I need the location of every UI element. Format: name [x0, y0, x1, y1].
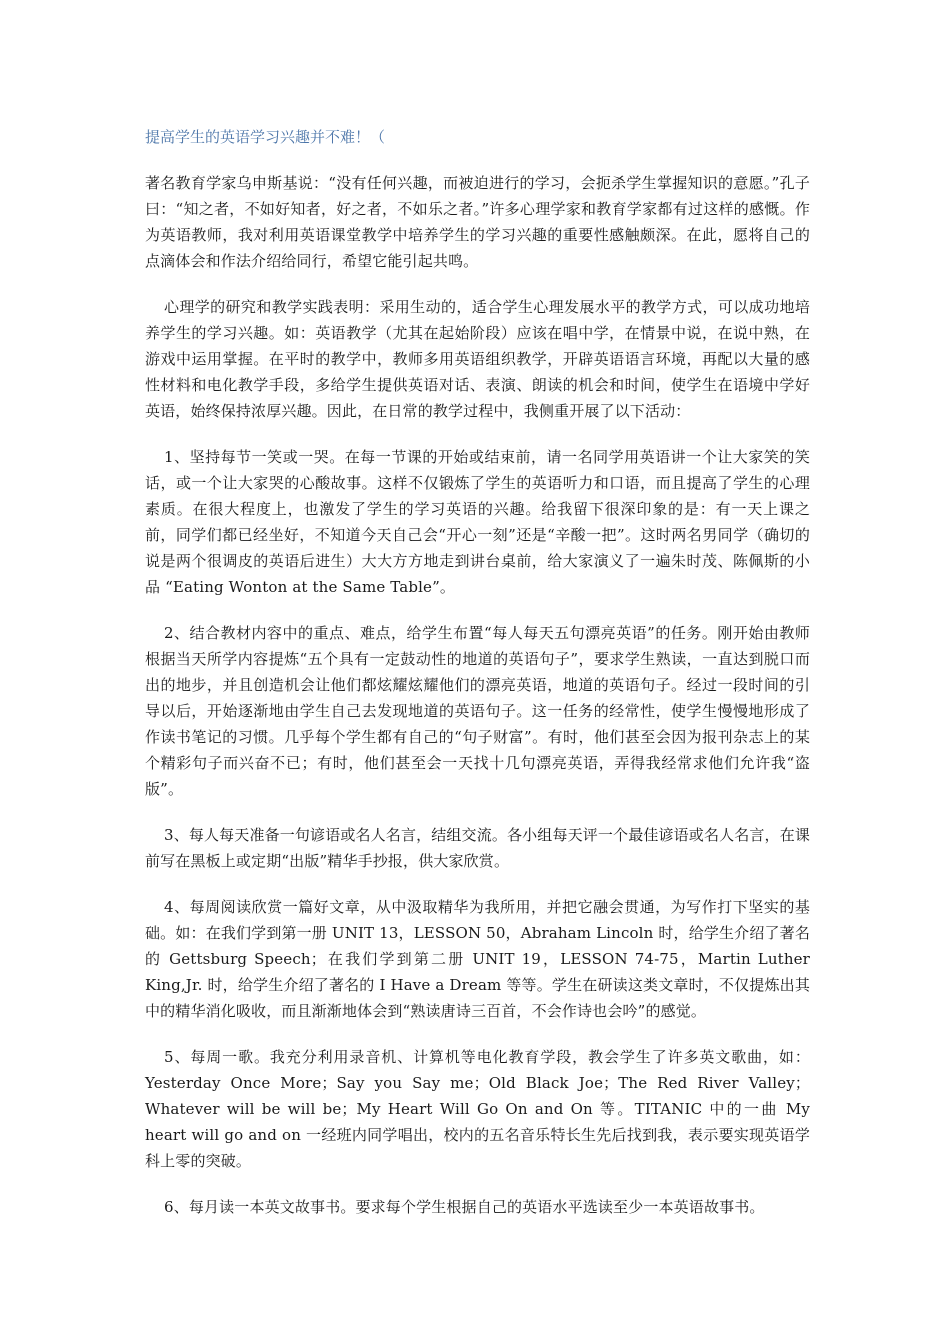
document-page [145, 124, 810, 1240]
paragraph-activity-6: 6、每月读一本英文故事书。要求每个学生根据自己的英语水平选读至少一本英语故事书。 [164, 1198, 765, 1216]
paragraph-activity-1: 1、坚持每节一笑或一哭。在每一节课的开始或结束前，请一名同学用英语讲一个让大家笑的笑话，或一个让大家哭的心酸故事。这样不仅锻炼了学生的英语听力和口语，而且提高了学生的心理素质。在很大程度上，也激发了学生的学习英语的兴趣。给我留下很深印象的是：有一天上课之前，同学们都已经坐好，不知道今天自己会“开心一刻”还是“辛酸一把”。这时两名男同学（确切的说是两个很调皮的英语后进生）大大方方地走到讲台桌前，给大家演义了一遍朱时茂、陈佩斯的小品 “Eating Wonton at the Same Table”。 [145, 448, 810, 596]
paragraph-psychology: 心理学的研究和教学实践表明：采用生动的，适合学生心理发展水平的教学方式，可以成功地培养学生的学习兴趣。如：英语教学（尤其在起始阶段）应该在唱中学，在情景中说，在说中熟，在游戏中运用掌握。在平时的教学中，教师多用英语组织教学，开辟英语语言环境，再配以大量的感性材料和电化教学手段，多给学生提供英语对话、表演、朗读的机会和时间，使学生在语境中学好英语，始终保持浓厚兴趣。因此，在日常的教学过程中，我侧重开展了以下活动： [145, 298, 810, 420]
paragraph-activity-2: 2、结合教材内容中的重点、难点，给学生布置“每人每天五句漂亮英语”的任务。刚开始由教师根据当天所学内容提炼“五个具有一定鼓动性的地道的英语句子”，要求学生熟读，一直达到脱口而出的地步，并且创造机会让他们都炫耀炫耀他们的漂亮英语，地道的英语句子。经过一段时间的引导以后，开始逐渐地由学生自己去发现地道的英语句子。这一任务的经常性，使学生慢慢地形成了作读书笔记的习惯。几乎每个学生都有自己的“句子财富”。有时，他们甚至会因为报刊杂志上的某个精彩句子而兴奋不已；有时，他们甚至会一天找十几句漂亮英语，弄得我经常求他们允许我“盗版”。 [145, 624, 810, 798]
paragraph-activity-4: 4、每周阅读欣赏一篇好文章，从中汲取精华为我所用，并把它融会贯通，为写作打下坚实的基础。如：在我们学到第一册 UNIT 13，LESSON 50，Abraham Lincoln 时，给学生介绍了著名的 Gettsburg Speech；在我们学到第二册 UNIT 19，LESSON 74-75，Martin Luther King,Jr. 时，给学生介绍了著名的 I Have a Dream 等等。学生在研读这类文章时，不仅提炼出其中的精华消化吸收，而且渐渐地体会到“熟读唐诗三百首，不会作诗也会吟”的感觉。 [145, 898, 810, 1020]
paragraph-activity-5: 5、每周一歌。我充分利用录音机、计算机等电化教育学段，教会学生了许多英文歌曲，如：Yesterday Once More；Say you Say me；Old Black Joe；The Red River Valley；Whatever will be will be；My Heart Will Go On and On 等。TITANIC 中的一曲 My heart will go and on 一经班内同学唱出，校内的五名音乐特长生先后找到我，表示要实现英语学科上零的突破。 [145, 1048, 810, 1170]
document-title: 提高学生的英语学习兴趣并不难！（ [145, 128, 386, 146]
paragraph-activity-3: 3、每人每天准备一句谚语或名人名言，结组交流。各小组每天评一个最佳谚语或名人名言，在课前写在黑板上或定期“出版”精华手抄报，供大家欣赏。 [145, 826, 810, 870]
paragraph-intro: 著名教育学家乌申斯基说：“没有任何兴趣，而被迫进行的学习，会扼杀学生掌握知识的意愿。”孔子曰：“知之者，不如好知者，好之者，不如乐之者。”许多心理学家和教育学家都有过这样的感慨。作为英语教师，我对利用英语课堂教学中培养学生的学习兴趣的重要性感触颇深。在此，愿将自己的点滴体会和作法介绍给同行，希望它能引起共鸣。 [145, 174, 810, 270]
